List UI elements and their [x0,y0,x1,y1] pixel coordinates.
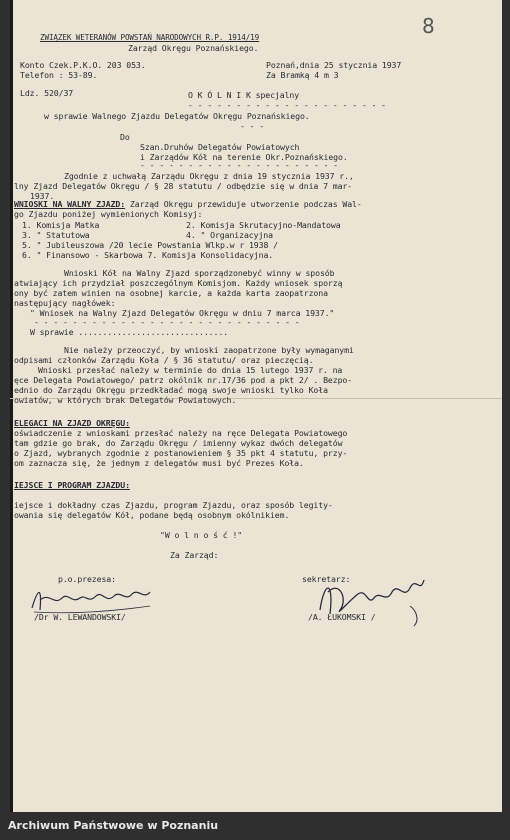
commission-item: 2. Komisja Skrutacyjno-Mandatowa [186,220,341,230]
body-line: W sprawie ............................... [30,327,229,337]
body-line: oświadczenie z wnioskami przesłać należy na ręce Delegata Powiatowego [14,428,348,438]
body-line: ęce Delegata Powiatowego/ patrz okólnik nr.17/36 pod a pkt 2/ . Bezpo- [14,375,353,385]
motion-header-example: " Wniosek na Walny Zjazd Delegatów Okręgu w dniu 7 marca 1937." [30,308,335,318]
subject-underline: - - - [240,121,265,131]
commission-item: 5. " Jubileuszowa /20 lecie Powstania Wlkp.w r 1938 / [22,240,278,250]
body-line: o Zjazd, wybranych zgodnie z postanowieniem § 35 pkt 4 statutu, przy- [14,448,348,458]
left-signatory-role: p.o.prezesa: [58,574,116,584]
commission-item: 3. " Statutowa [22,230,90,240]
body-line: Nie należy przeoczyć, by wnioski zaopatrzone były wymaganymi [64,345,354,355]
body-line: om zaznacza się, że jednym z delegatów musi być Prezes Koła. [14,458,304,468]
reference-number: Ldz. 520/37 [20,88,74,98]
document-title: O K Ó L N I K specjalny [188,90,300,100]
board-name: Zarząd Okręgu Poznańskiego. [128,43,259,53]
account-number: Konto Czek.P.K.O. 203 053. [20,60,146,70]
section-text: go Zjazdu poniżej wymienionych Komisyj: [14,209,203,219]
motto: "W o l n o ś ć !" [160,530,243,540]
body-line: odpisami członków Zarządu Koła / § 36 statutu/ oraz pieczęcią. [14,355,314,365]
example-underline: - - - - - - - - - - - - - - - - - - - - - - - - - - - - [34,317,300,327]
commission-item: 6. " Finansowo - Skarbowa 7. Komisja Konsolidacyjna. [22,250,274,260]
section-heading-wnioski: WNIOSKI NA WALNY ZJAZD: [14,199,126,209]
document-subject: w sprawie Walnego Zjazdu Delegatów Okręgu Poznańskiego. [44,111,310,121]
for-board: Za Zarząd: [170,550,219,560]
sender-address: Za Bramką 4 m 3 [266,70,339,80]
body-line: iejsce i dokładny czas Zjazdu, program Zjazdu, oraz sposób legity- [14,500,333,510]
recipient-underline: - - - - - - - - - - - - - - - - - - - - - [140,160,339,170]
section-heading-place: IEJSCE I PROGRAM ZJAZDU: [14,480,130,490]
right-signatory-name: /A. ŁUKOMSKI / [308,612,376,622]
commission-item: 4. " Organizacyjna [186,230,273,240]
recipient-line-2: i Zarządów Kół na terenie Okr.Poznańskiego. [140,152,348,162]
body-line: atwiający ich przydział poszczególnym Komisjom. Każdy wniosek sporzą [14,278,343,288]
body-line: owania się delegatów Kół, podane będą osobnym okólnikiem. [14,510,290,520]
body-line: ednio do Zarządu Okręgu przedkładać mogą swoje wnioski tylko Koła [14,385,328,395]
right-signatory-role: sekretarz: [302,574,351,584]
org-name: ZWIĄZEK WETERANÓW POWSTAŃ NARODOWYCH R.P. 1914/19 [40,33,260,42]
body-line: tam gdzie go brak, do Zarządu Okręgu / imienny wykaz dwóch delegatów [14,438,343,448]
title-underline: - - - - - - - - - - - - - - - - - - - - - [188,100,387,110]
recipient-line-1: Szan.Druhów Delegatów Powiatowych [140,142,300,152]
phone-number: Telefon : 53-89. [20,70,98,80]
body-line: ony być zatem winien na osobnej karcie, a każda karta zaopatrzona [14,288,328,298]
page-edge [10,0,13,812]
archive-name: Archiwum Państwowe w Poznaniu [8,819,219,832]
recipient-to: Do [120,132,130,142]
commission-item: 1. Komisja Matka [22,220,100,230]
section-heading-delegates: ELEGACI NA ZJAZD OKRĘGU: [14,418,130,428]
body-line: Zgodnie z uchwałą Zarządu Okręgu z dnia 19 stycznia 1937 r., [64,171,354,181]
document-page [10,0,502,812]
body-line: następujący nagłówek: [14,298,116,308]
page-number: 8 [422,14,435,38]
document-date: Poznań,dnia 25 stycznia 1937 [266,60,402,70]
body-line: lny Zjazd Delegatów Okręgu / § 28 statutu / odbędzie się w dnia 7 mar- [14,181,353,191]
left-signatory-name: /Dr W. LEWANDOWSKI/ [34,612,126,622]
body-line: Wnioski Kół na Walny Zjazd sporządzonebyć winny w sposób [64,268,335,278]
body-line: Wnioski przesłać należy w terminie do dnia 15 lutego 1937 r. na [38,365,343,375]
section-text: Zarząd Okręgu przewiduje utworzenie podczas Wal- [125,199,362,209]
archive-footer [0,812,510,840]
body-line: owiatów, w których brak Delegatów Powiatowych. [14,395,237,405]
body-line: 1937. [30,191,55,201]
